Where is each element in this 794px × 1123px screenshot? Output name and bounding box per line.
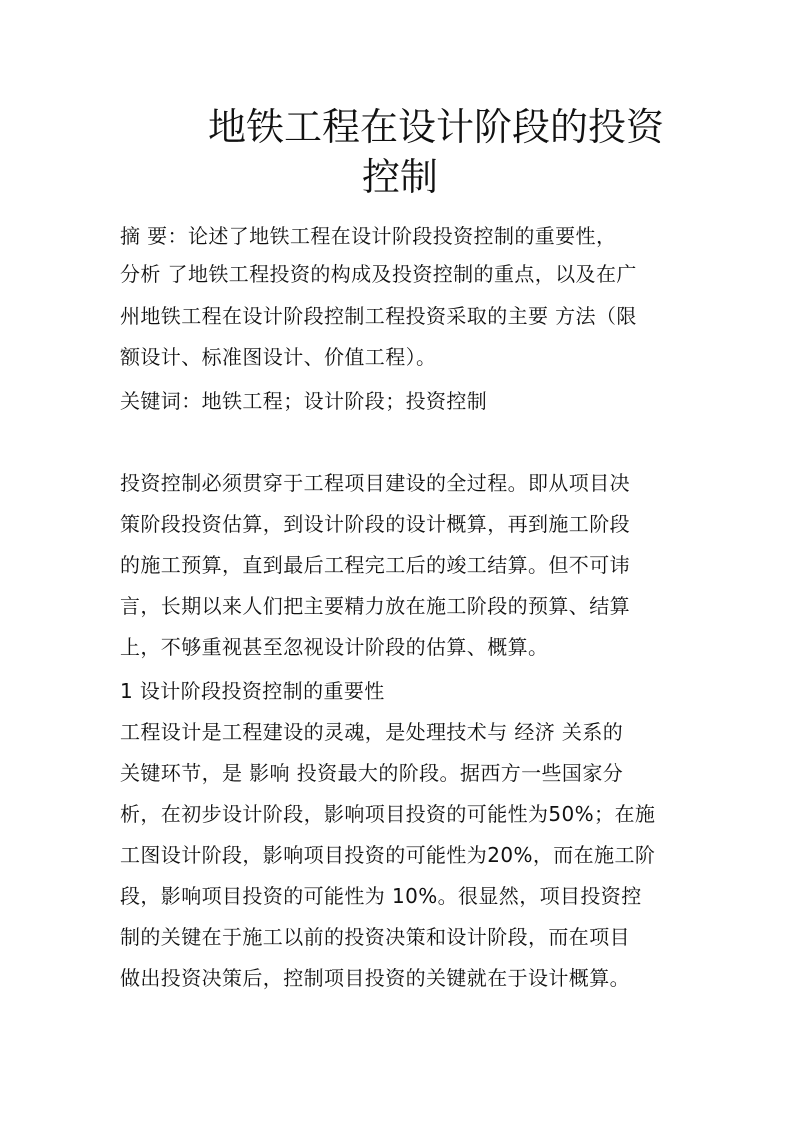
intro-line-3: 的施工预算，直到最后工程完工后的竣工结算。但不可讳 [120,553,630,577]
document-title-line-1: 地铁工程在设计阶段的投资 [208,105,665,149]
abstract-line-4: 额设计、标准图设计、价值工程）。 [120,345,437,369]
section-1-line-4: 工图设计阶段，影响项目投资的可能性为20%，而在施工阶 [120,843,656,867]
section-1-line-5: 段，影响项目投资的可能性为 10%。很显然，项目投资控 [120,884,642,908]
abstract-line-1: 摘 要：论述了地铁工程在设计阶段投资控制的重要性， [120,224,617,248]
section-1-line-1: 工程设计是工程建设的灵魂，是处理技术与 经济 关系的 [120,720,624,744]
intro-line-1: 投资控制必须贯穿于工程项目建设的全过程。即从项目决 [120,471,630,495]
intro-line-2: 策阶段投资估算，到设计阶段的设计概算，再到施工阶段 [120,512,630,536]
intro-line-4: 言，长期以来人们把主要精力放在施工阶段的预算、结算 [120,594,630,618]
keywords-line: 关键词：地铁工程；设计阶段；投资控制 [120,389,488,413]
abstract-line-2: 分析 了地铁工程投资的构成及投资控制的重点，以及在广 [120,262,637,286]
document-title-line-2: 控制 [362,155,439,199]
abstract-line-3: 州地铁工程在设计阶段控制工程投资采取的主要 方法（限 [120,304,637,328]
section-1-line-6: 制的关键在于施工以前的投资决策和设计阶段，而在项目 [120,925,630,949]
section-1-line-2: 关键环节，是 影响 投资最大的阶段。据西方一些国家分 [120,761,624,785]
section-1-heading: 1 设计阶段投资控制的重要性 [120,679,385,703]
section-1-line-7: 做出投资决策后，控制项目投资的关键就在于设计概算。 [120,966,630,990]
intro-line-5: 上，不够重视甚至忽视设计阶段的估算、概算。 [120,635,549,659]
section-1-line-3: 析，在初步设计阶段，影响项目投资的可能性为50%；在施 [120,802,656,826]
